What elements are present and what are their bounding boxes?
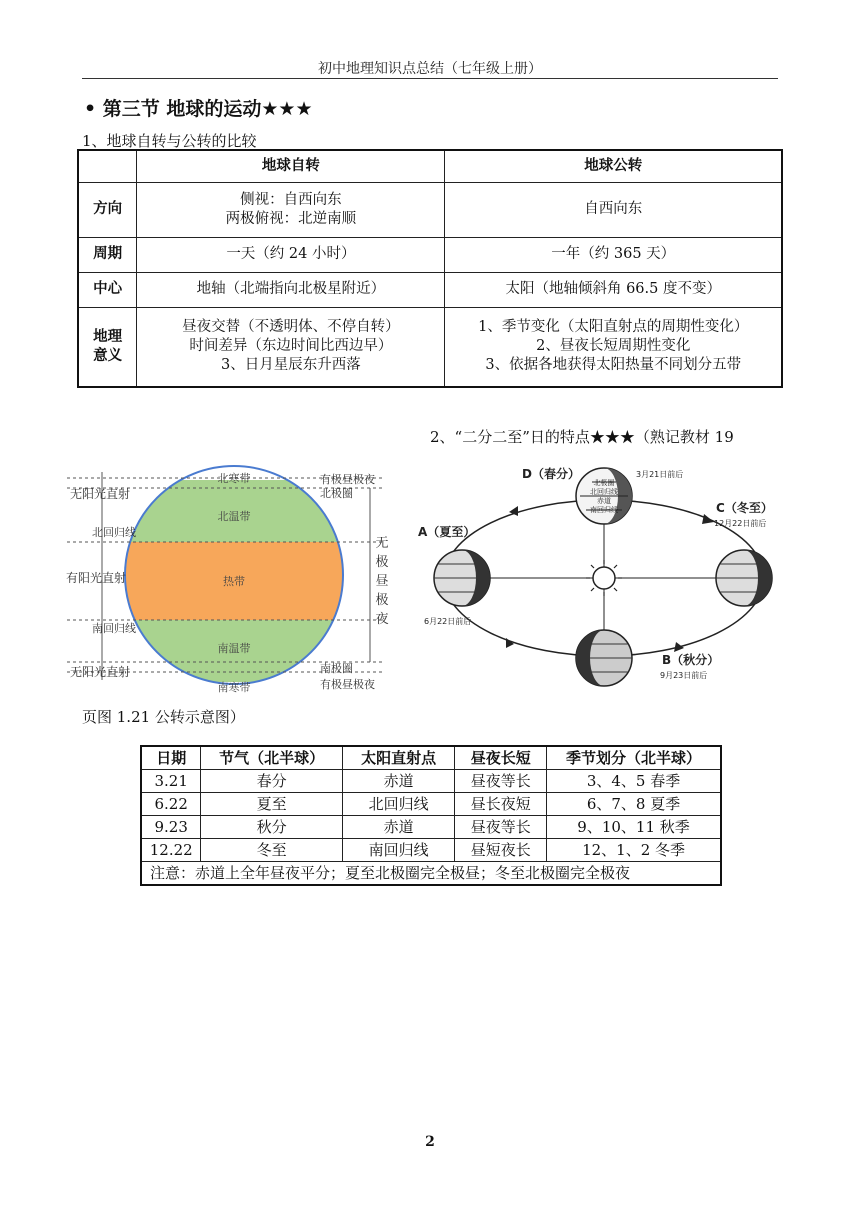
cell-direct: 赤道 xyxy=(342,816,455,839)
belt-tropical: 热带 xyxy=(223,575,245,588)
label-b-autumn: B（秋分） xyxy=(662,653,720,667)
left-label-tropic-capricorn: 南回归线 xyxy=(92,622,136,635)
solstice-equinox-table xyxy=(140,745,722,886)
section-title: • 第三节 地球的运动★★★ xyxy=(84,98,313,120)
revolution-cell xyxy=(445,272,782,307)
right-label-polar-north: 有极昼极夜 xyxy=(320,473,375,486)
row-label: 方向 xyxy=(78,182,137,237)
right-label-antarctic-circle: 南极圈 xyxy=(320,662,353,675)
globe-autumn-equinox xyxy=(576,630,632,686)
cell-term: 冬至 xyxy=(201,839,342,862)
vertical-label-char: 极 xyxy=(375,555,389,570)
left-label-tropic-cancer: 北回归线 xyxy=(92,526,136,539)
vertical-label-char: 昼 xyxy=(375,574,389,589)
cell-date: 12.22 xyxy=(141,839,201,862)
table-row-direction xyxy=(78,182,782,237)
cell-season: 12、1、2 冬季 xyxy=(547,839,721,862)
left-label-no-direct-south: 无阳光直射 xyxy=(70,665,131,679)
table-row-period xyxy=(78,237,782,272)
table-note: 注意：赤道上全年昼夜平分；夏至北极圈完全极昼；冬至北极圈完全极夜 xyxy=(141,862,721,886)
cell-date: 6.22 xyxy=(141,793,201,816)
earth-orbit-diagram xyxy=(414,452,784,692)
subheading-comparison: 1、地球自转与公转的比较 xyxy=(82,132,257,150)
belt-north-frigid: 北寒带 xyxy=(217,472,251,485)
column-header-solar-term: 节气（北半球） xyxy=(201,746,342,770)
svg-text:北极圈: 北极圈 xyxy=(593,479,615,487)
svg-text:北回归线: 北回归线 xyxy=(590,488,618,496)
date-spring: 3月21日前后 xyxy=(636,470,684,479)
cell-daynight: 昼夜等长 xyxy=(455,770,547,793)
cell-term: 春分 xyxy=(201,770,342,793)
right-label-polar-south: 有极昼极夜 xyxy=(320,678,375,691)
column-header-day-night: 昼夜长短 xyxy=(455,746,547,770)
globe-winter-solstice xyxy=(716,550,772,606)
rotation-cell xyxy=(137,272,445,307)
label-a-summer: A（夏至） xyxy=(418,525,476,539)
rotation-revolution-table xyxy=(77,149,783,388)
table-row-significance xyxy=(78,307,782,387)
svg-text:无极昼极夜 xyxy=(375,536,388,627)
cell-line: 自西向东 xyxy=(584,201,643,217)
cell-season: 6、7、8 夏季 xyxy=(547,793,721,816)
table-header-row xyxy=(78,150,782,182)
page-number: 2 xyxy=(425,1134,435,1150)
cell-line: 时间差异（东边时间比西边早） xyxy=(189,338,393,355)
label-c-winter: C（冬至） xyxy=(716,501,773,515)
date-autumn: 9月23日前后 xyxy=(660,671,708,680)
rotation-cell xyxy=(137,307,445,387)
column-header-rotation: 地球自转 xyxy=(137,150,445,182)
label-d-spring: D（春分） xyxy=(522,467,581,481)
cell-daynight: 昼短夜长 xyxy=(455,839,547,862)
row-label-line: 意义 xyxy=(93,347,123,364)
table-row xyxy=(141,793,721,816)
rotation-cell xyxy=(137,182,445,237)
cell-line: 一天（约 24 小时） xyxy=(226,246,356,262)
revolution-cell xyxy=(445,237,782,272)
cell-daynight: 昼夜等长 xyxy=(455,816,547,839)
revolution-cell xyxy=(445,182,782,237)
row-label: 中心 xyxy=(78,272,137,307)
table-row-center xyxy=(78,272,782,307)
cell-direct: 南回归线 xyxy=(342,839,455,862)
header-rule xyxy=(82,78,778,79)
vertical-label-char: 夜 xyxy=(375,612,389,627)
cell-term: 夏至 xyxy=(201,793,342,816)
cell-direct: 赤道 xyxy=(342,770,455,793)
column-header-date: 日期 xyxy=(141,746,201,770)
revolution-cell xyxy=(445,307,782,387)
date-summer: 6月22日前后 xyxy=(424,617,472,626)
table-row xyxy=(141,770,721,793)
cell-line: 两极俯视：北逆南顺 xyxy=(225,210,357,227)
cell-line: 太阳（地轴倾斜角 66.5 度不变） xyxy=(505,281,721,297)
page-header: 初中地理知识点总结（七年级上册） xyxy=(318,61,542,77)
belt-south-frigid: 南寒带 xyxy=(217,681,251,694)
table-header-row xyxy=(141,746,721,770)
cell-direct: 北回归线 xyxy=(342,793,455,816)
cell-line: 昼夜交替（不透明体、不停自转） xyxy=(182,319,400,336)
cell-line: 3、依据各地获得太阳热量不同划分五带 xyxy=(485,357,742,374)
table-row xyxy=(141,839,721,862)
belt-north-temperate: 北温带 xyxy=(217,510,251,523)
globe-summer-solstice xyxy=(434,550,490,606)
cell-line: 一年（约 365 天） xyxy=(551,246,676,262)
left-label-direct-sun: 有阳光直射 xyxy=(66,571,127,585)
cell-season: 3、4、5 春季 xyxy=(547,770,721,793)
vertical-label-char: 无 xyxy=(375,536,389,551)
right-label-arctic-circle: 北极圈 xyxy=(320,487,353,500)
row-label xyxy=(78,307,137,387)
column-header-season: 季节划分（北半球） xyxy=(547,746,721,770)
date-winter: 12月22日前后 xyxy=(714,519,767,528)
heat-zones-diagram xyxy=(62,452,402,697)
column-header-direct-point: 太阳直射点 xyxy=(342,746,455,770)
table-row xyxy=(141,816,721,839)
figure-caption: 页图 1.21 公转示意图） xyxy=(82,708,245,726)
subheading-solstice-equinox: 2、“二分二至”日的特点★★★（熟记教材 19 xyxy=(430,428,734,446)
cell-line: 侧视：自西向东 xyxy=(240,191,342,208)
svg-text:南回归线: 南回归线 xyxy=(590,506,618,514)
left-label-no-direct-north: 无阳光直射 xyxy=(70,487,131,501)
table-note-row xyxy=(141,862,721,886)
cell-daynight: 昼长夜短 xyxy=(455,793,547,816)
cell-term: 秋分 xyxy=(201,816,342,839)
table-corner-cell xyxy=(78,150,137,182)
globe-spring-equinox xyxy=(576,468,632,524)
row-label: 周期 xyxy=(78,237,137,272)
right-label-no-polar-day-night xyxy=(375,536,388,627)
cell-season: 9、10、11 秋季 xyxy=(547,816,721,839)
cell-date: 3.21 xyxy=(141,770,201,793)
vertical-label-char: 极 xyxy=(375,593,389,608)
svg-text:赤道: 赤道 xyxy=(597,497,611,505)
cell-line: 1、季节变化（太阳直射点的周期性变化） xyxy=(478,319,749,336)
cell-line: 2、昼夜长短周期性变化 xyxy=(536,338,691,355)
cell-line: 3、日月星辰东升西落 xyxy=(221,357,361,374)
belt-south-temperate: 南温带 xyxy=(217,642,251,655)
cell-line: 地轴（北端指向北极星附近） xyxy=(196,281,386,297)
cell-date: 9.23 xyxy=(141,816,201,839)
row-label-line: 地理 xyxy=(93,328,123,345)
rotation-cell xyxy=(137,237,445,272)
column-header-revolution: 地球公转 xyxy=(445,150,782,182)
